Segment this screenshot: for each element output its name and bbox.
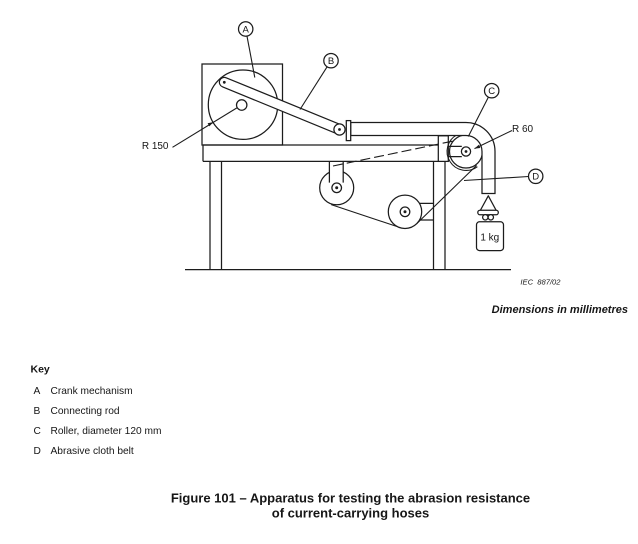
dim-r60-label: R 60 (512, 124, 534, 136)
key-item-c (34, 426, 162, 437)
roller-1-pin (335, 186, 338, 189)
key-heading: Key (30, 363, 50, 376)
dim-r150-label: R 150 (141, 141, 169, 152)
key-item-d (34, 446, 134, 457)
key-block (31, 364, 162, 458)
key-item-label: Crank mechanism (50, 386, 133, 397)
callout-a-label: A (242, 24, 249, 36)
key-item-id: A (33, 386, 41, 397)
rod-end-pin (338, 128, 341, 131)
figure-caption (171, 491, 530, 521)
key-item-id: C (33, 426, 41, 437)
weight-label: 1 kg (480, 232, 500, 244)
hose-coupling (346, 121, 350, 141)
key-item-label: Connecting rod (50, 406, 120, 417)
callout-d-label: D (532, 171, 540, 183)
bench-top (203, 145, 438, 161)
crank-mechanism (202, 64, 345, 145)
bench-left-leg (210, 161, 222, 269)
weight-assembly (477, 196, 504, 251)
caption-line-1: Figure 101 – Apparatus for testing the abrasion resistance (170, 490, 531, 506)
key-item-id: B (33, 406, 41, 417)
key-item-id: D (33, 446, 41, 457)
callout-c-label: C (488, 86, 496, 98)
leader-b (300, 67, 327, 110)
dimensions-note: Dimensions in millimetres (491, 304, 628, 316)
crank-hub (237, 100, 247, 110)
bench-right-leg (434, 161, 446, 269)
roller-2-pin (404, 210, 407, 213)
caption-line-2: of current-carrying hoses (271, 505, 430, 521)
callout-b-label: B (327, 56, 335, 68)
roller-c-and-hose (346, 121, 495, 194)
key-item-b (34, 406, 120, 417)
hook-flange (478, 210, 499, 215)
iec-credit: IEC 887/02 (520, 277, 561, 287)
leader-d (464, 177, 529, 181)
key-item-a (34, 386, 133, 397)
hook-knob-left (483, 215, 488, 220)
belt-run-lower-right (417, 165, 477, 224)
crank-pin (223, 81, 226, 84)
roller-c-pin (465, 150, 468, 153)
hook-cone (480, 196, 497, 211)
hook-knob-right (488, 215, 493, 220)
key-item-label: Roller, diameter 120 mm (50, 426, 162, 437)
key-item-label: Abrasive cloth belt (50, 446, 134, 457)
